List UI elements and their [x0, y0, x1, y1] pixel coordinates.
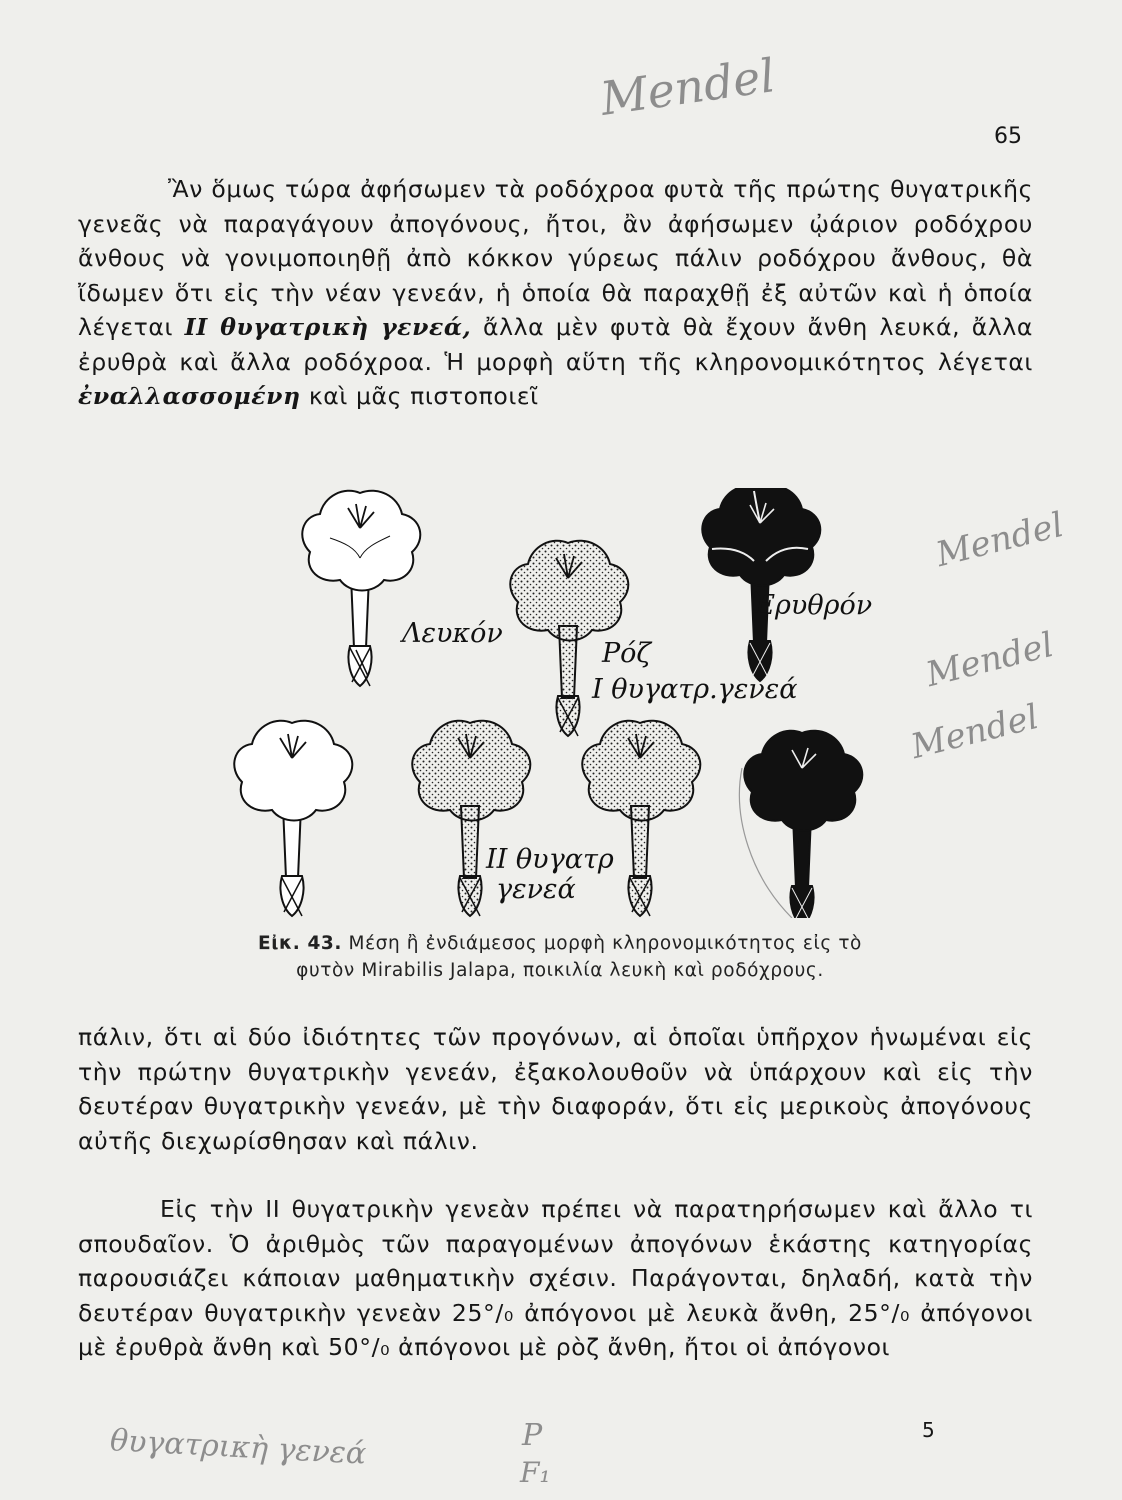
- paragraph-1-middle: ἄλλα μὲν φυτὰ θὰ ἔχουν ἄνθη λευκά, ἄλλα ἐρυθρὰ καὶ ἄλλα ροδόχροα. Ἡ μορφὴ αὕτη τῆς κληρονομικότητος λέγεται: [78, 313, 1033, 376]
- label-white: Λευκόν: [402, 618, 503, 649]
- emphasis-f2-generation: ΙΙ θυγατρικὴ γενεά,: [184, 313, 472, 341]
- paragraph-1: [78, 172, 1033, 414]
- label-f1-generation: Ι θυγατρ.γενεά: [592, 674, 798, 705]
- f2-pink-flower-icon-2: [582, 721, 700, 916]
- pencil-note-top: Mendel: [597, 48, 779, 126]
- pencil-note-right-1: Mendel: [932, 504, 1068, 576]
- paragraph-2: πάλιν, ὅτι αἱ δύο ἰδιότητες τῶν προγόνων, αἱ ὁποῖαι ὑπῆρχον ἡνωμέναι εἰς τὴν πρώτην θυγατρικὴν γενεάν, ἐξακολουθοῦν νὰ ὑπάρχουν καὶ εἰς τὴν δευτέραν θυγατρικὴν γενεάν, μὲ τὴν διαφοράν, ὅτι εἰς μερικοὺς ἀπογόνους αὐτῆς διεχωρίσθησαν καὶ πάλιν.: [78, 1023, 1033, 1155]
- label-f2-generation-line1: ΙΙ θυγατρ: [486, 844, 614, 875]
- signature-number: 5: [922, 1418, 935, 1442]
- paragraph-3: Εἰς τὴν ΙΙ θυγατρικὴν γενεὰν πρέπει νὰ παρατηρήσωμεν καὶ ἄλλο τι σπουδαῖον. Ὁ ἀριθμὸς τῶν παραγομένων ἀπογόνων ἑκάστης κατηγορίας παρουσιάζει κάποιαν μαθηματικὴν σχέσιν. Παράγονται, δηλαδή, κατὰ τὴν δευτέραν θυγατρικὴν γενεὰν 25°/₀ ἀπόγονοι μὲ λευκὰ ἄνθη, 25°/₀ ἀπόγονοι μὲ ἐρυθρὰ ἄνθη καὶ 50°/₀ ἀπόγονοι μὲ ρὸζ ἄνθη, ἤτοι οἱ ἀπόγονοι: [78, 1195, 1033, 1361]
- paragraph-1-end: καὶ μᾶς πιστοποιεῖ: [308, 382, 539, 410]
- label-red: Ἐρυθρόν: [752, 590, 873, 621]
- flower-figure: [230, 488, 890, 918]
- caption-line-1: Μέση ἢ ἐνδιάμεσος μορφὴ κληρονομικότητος εἰς τὸ: [348, 933, 862, 954]
- label-pink: Ρόζ: [602, 638, 652, 669]
- red-flower-icon: [702, 488, 820, 681]
- f2-red-flower-icon: [739, 731, 862, 918]
- caption-label: Εἰκ. 43.: [258, 933, 343, 954]
- paragraph-1-text: Ἂν ὅμως τώρα ἀφήσωμεν τὰ ροδόχροα φυτὰ τῆς πρώτης θυγατρικῆς γενεᾶς νὰ παραγάγουν ἀπογόνους, ἤτοι, ἂν ἀφήσωμεν ᾠάριον ροδόχρου ἄνθους νὰ γονιμοποιηθῇ ἀπὸ κόκκον γύρεως πάλιν ροδόχρου ἄνθους, θὰ ἴδωμεν ὅτι εἰς τὴν νέαν γενεάν, ἡ ὁποία θὰ παραχθῇ ἐξ αὐτῶν καὶ ἡ ὁποία λέγεται: [78, 175, 1033, 341]
- pencil-note-right-2: Mendel: [922, 624, 1058, 696]
- label-f2-generation-line2: γενεά: [496, 874, 576, 905]
- white-flower-icon: [302, 491, 420, 686]
- f2-white-flower-icon: [234, 721, 352, 916]
- pencil-note-bottom: θυγατρικὴ γενεά: [109, 1423, 368, 1472]
- page-number: 65: [994, 124, 1022, 149]
- pencil-note-right-3: Mendel: [907, 696, 1043, 768]
- pencil-note-p: P: [522, 1418, 543, 1453]
- emphasis-alternating: ἐναλλασσομένη: [78, 382, 301, 410]
- caption-line-2: φυτὸν Mirabilis Jalapa, ποικιλία λευκὴ καὶ ροδόχρους.: [296, 960, 824, 981]
- figure-caption: [150, 930, 970, 984]
- pencil-note-f1: F₁: [520, 1456, 551, 1489]
